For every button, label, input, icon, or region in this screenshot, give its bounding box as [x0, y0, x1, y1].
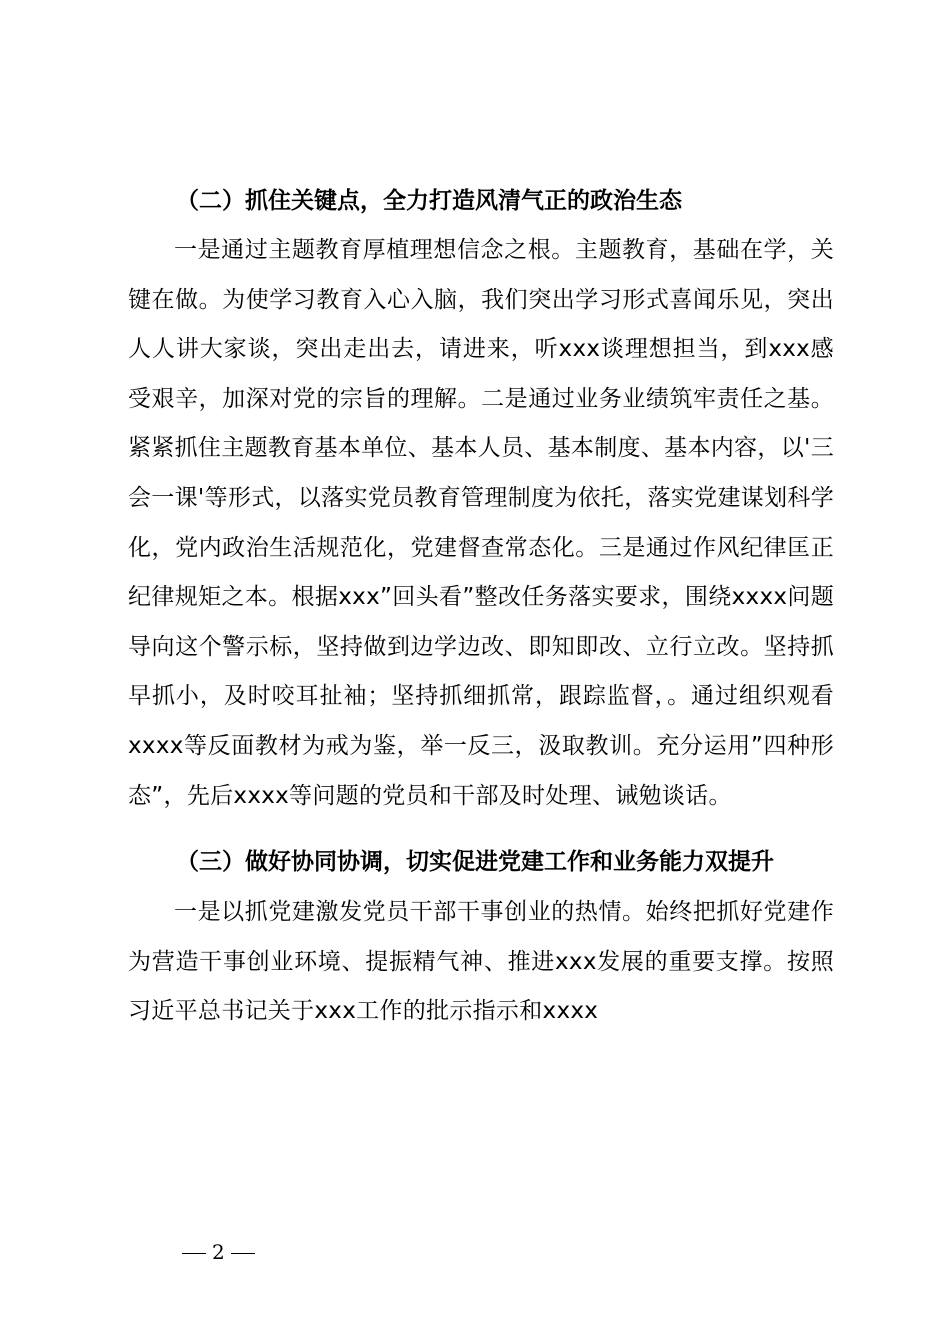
right-dash: [231, 1253, 255, 1254]
section-3-paragraph: 一是以抓党建激发党员干部干事创业的热情。始终把抓好党建作为营造干事创业环境、提振精气神、推进xxx发展的重要支撑。按照习近平总书记关于xxx工作的批示指示和xxxx: [128, 899, 834, 1025]
left-dash: [182, 1253, 206, 1254]
section-2-paragraph: 一是通过主题教育厚植理想信念之根。主题教育，基础在学，关键在做。为使学习教育入心入脑，我们突出学习形式喜闻乐见，突出人人讲大家谈，突出走出去，请进来，听xxx谈理想担当，到xxx感受艰辛，加深对党的宗旨的理解。二是通过业务业绩筑牢责任之基。紧紧抓住主题教育基本单位、基本人员、基本制度、基本内容，以'三会一课'等形式，以落实党员教育管理制度为依托，落实党建谋划科学化，党内政治生活规范化，党建督查常态化。三是通过作风纪律匡正纪律规矩之本。根据xxx”回头看”整改任务落实要求，围绕xxxx问题导向这个警示标，坚持做到边学边改、即知即改、立行立改。坚持抓早抓小，及时咬耳扯袖；坚持抓细抓常，跟踪监督，。通过组织观看xxxx等反面教材为戒为鉴，举一反三，汲取教训。充分运用”四种形态”，先后xxxx等问题的党员和干部及时处理、诫勉谈话。: [128, 237, 834, 809]
section-2-heading: （二）抓住关键点，全力打造风清气正的政治生态: [176, 188, 682, 214]
section-3-heading: （三）做好协同协调，切实促进党建工作和业务能力双提升: [176, 849, 774, 876]
document-body: [128, 176, 834, 1037]
page-footer: [176, 1238, 261, 1266]
page-number: 2: [212, 1240, 225, 1264]
